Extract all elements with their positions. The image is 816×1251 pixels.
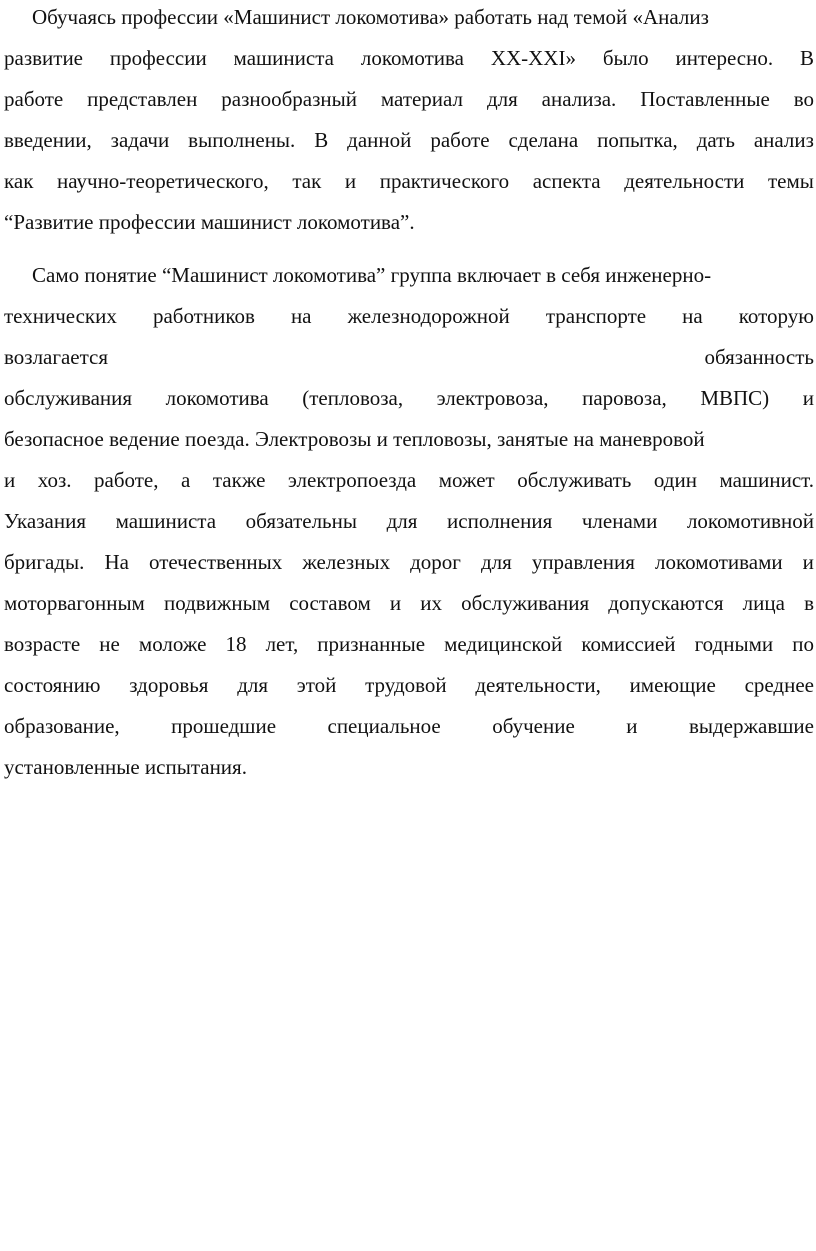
word: задачи — [110, 128, 170, 152]
word: Указания — [4, 509, 86, 533]
word: электровоза, — [436, 386, 549, 410]
text-line — [4, 711, 814, 741]
word: подвижным — [163, 591, 271, 615]
word: электропоезда — [287, 468, 417, 492]
text-line — [4, 301, 814, 331]
word: медицинской — [444, 632, 563, 656]
word: профессии — [109, 46, 207, 70]
word: работе — [4, 87, 64, 111]
word: признанные — [317, 632, 426, 656]
word: аспекта — [532, 169, 601, 193]
word: исполнения — [447, 509, 553, 533]
word: обязанность — [704, 345, 814, 369]
word: сделана — [508, 128, 579, 152]
word: в — [804, 591, 814, 615]
word: и — [389, 591, 402, 615]
word: обязательны — [245, 509, 357, 533]
text-line — [4, 383, 814, 413]
word: и — [344, 169, 357, 193]
word: практического — [379, 169, 510, 193]
word: научно-теоретического, — [57, 169, 269, 193]
word: и — [802, 550, 814, 574]
word: может — [438, 468, 495, 492]
word: работе, — [94, 468, 159, 492]
word: На — [104, 550, 129, 574]
word: локомотива — [165, 386, 269, 410]
text-line — [4, 547, 814, 577]
word: также — [212, 468, 266, 492]
word: их — [420, 591, 442, 615]
word: 18 — [225, 632, 247, 656]
word: для — [386, 509, 418, 533]
word: выдержавшие — [688, 714, 814, 738]
word: железных — [302, 550, 391, 574]
word: трудовой — [365, 673, 447, 697]
word: было — [602, 46, 649, 70]
word: отечественных — [148, 550, 283, 574]
word: машиниста — [115, 509, 217, 533]
word: железнодорожной — [347, 304, 510, 328]
word: и — [802, 386, 814, 410]
word: темы — [768, 169, 814, 193]
word: как — [4, 169, 34, 193]
word: этой — [296, 673, 337, 697]
text-line: установленные испытания. — [4, 755, 247, 779]
word: бригады. — [4, 550, 85, 574]
word: на — [682, 304, 703, 328]
text-line: Обучаясь профессии «Машинист локомотива» работать над темой «Анализ — [32, 5, 709, 29]
word: развитие — [4, 46, 84, 70]
word: на — [290, 304, 312, 328]
text-line — [4, 43, 814, 73]
word: попытка, — [597, 128, 678, 152]
word: представлен — [87, 87, 198, 111]
text-line — [4, 166, 814, 196]
word: локомотива — [360, 46, 464, 70]
word: состоянию — [4, 673, 101, 697]
word: допускаются — [608, 591, 724, 615]
word: работников — [152, 304, 255, 328]
word: Поставленные — [640, 87, 770, 111]
word: разнообразный — [221, 87, 357, 111]
text-line — [4, 465, 814, 495]
text-line — [4, 84, 814, 114]
word: по — [792, 632, 814, 656]
word: а — [181, 468, 191, 492]
word: хоз. — [37, 468, 72, 492]
word: и — [4, 468, 16, 492]
word: локомотивами — [654, 550, 783, 574]
word: для — [237, 673, 269, 697]
word: В — [799, 46, 814, 70]
word: один — [653, 468, 697, 492]
word: работе — [430, 128, 490, 152]
text-line — [4, 506, 814, 536]
word: здоровья — [129, 673, 209, 697]
word: интересно. — [675, 46, 774, 70]
word: XX-XXI» — [490, 46, 576, 70]
word: специальное — [327, 714, 441, 738]
word: не — [99, 632, 120, 656]
word: анализа. — [541, 87, 617, 111]
word: обслуживания — [4, 386, 133, 410]
text-line: безопасное ведение поезда. Электровозы и тепловозы, занятые на маневровой — [4, 427, 705, 451]
word: дорог — [410, 550, 461, 574]
text-line: “Развитие профессии машинист локомотива”. — [4, 210, 415, 234]
word: комиссией — [581, 632, 676, 656]
word: машинист. — [719, 468, 814, 492]
word: для — [480, 550, 512, 574]
word: В — [314, 128, 329, 152]
word: локомотивной — [686, 509, 814, 533]
text-line: Само понятие “Машинист локомотива” группа включает в себя инженерно- — [32, 263, 712, 287]
word: прошедшие — [171, 714, 277, 738]
word: транспорте — [545, 304, 647, 328]
word: лет, — [265, 632, 299, 656]
word: так — [292, 169, 322, 193]
text-line — [4, 125, 814, 155]
word: составом — [289, 591, 371, 615]
text-line — [4, 588, 814, 618]
word: членами — [581, 509, 658, 533]
word: годными — [694, 632, 774, 656]
word: технических — [4, 304, 117, 328]
word: машиниста — [233, 46, 334, 70]
word: введении, — [4, 128, 92, 152]
word: во — [793, 87, 814, 111]
word: паровоза, — [582, 386, 667, 410]
word: анализ — [753, 128, 814, 152]
word: дать — [696, 128, 735, 152]
word: лица — [742, 591, 785, 615]
word: моложе — [138, 632, 207, 656]
text-line — [4, 342, 814, 372]
word: деятельности — [624, 169, 745, 193]
word: (тепловоза, — [302, 386, 404, 410]
word: обслуживать — [517, 468, 632, 492]
word: моторвагонным — [4, 591, 145, 615]
word: возлагается — [4, 345, 109, 369]
word: для — [486, 87, 518, 111]
word: деятельности, — [475, 673, 601, 697]
word: которую — [738, 304, 814, 328]
word: образование, — [4, 714, 120, 738]
word: выполнены. — [188, 128, 296, 152]
word: управления — [531, 550, 635, 574]
text-line — [4, 670, 814, 700]
word: материал — [380, 87, 464, 111]
word: обслуживания — [461, 591, 590, 615]
word: возрасте — [4, 632, 81, 656]
text-line — [4, 629, 814, 659]
word: среднее — [744, 673, 814, 697]
word: имеющие — [629, 673, 716, 697]
word: обучение — [492, 714, 575, 738]
word: данной — [347, 128, 412, 152]
word: и — [626, 714, 638, 738]
word: МВПС) — [700, 386, 770, 410]
